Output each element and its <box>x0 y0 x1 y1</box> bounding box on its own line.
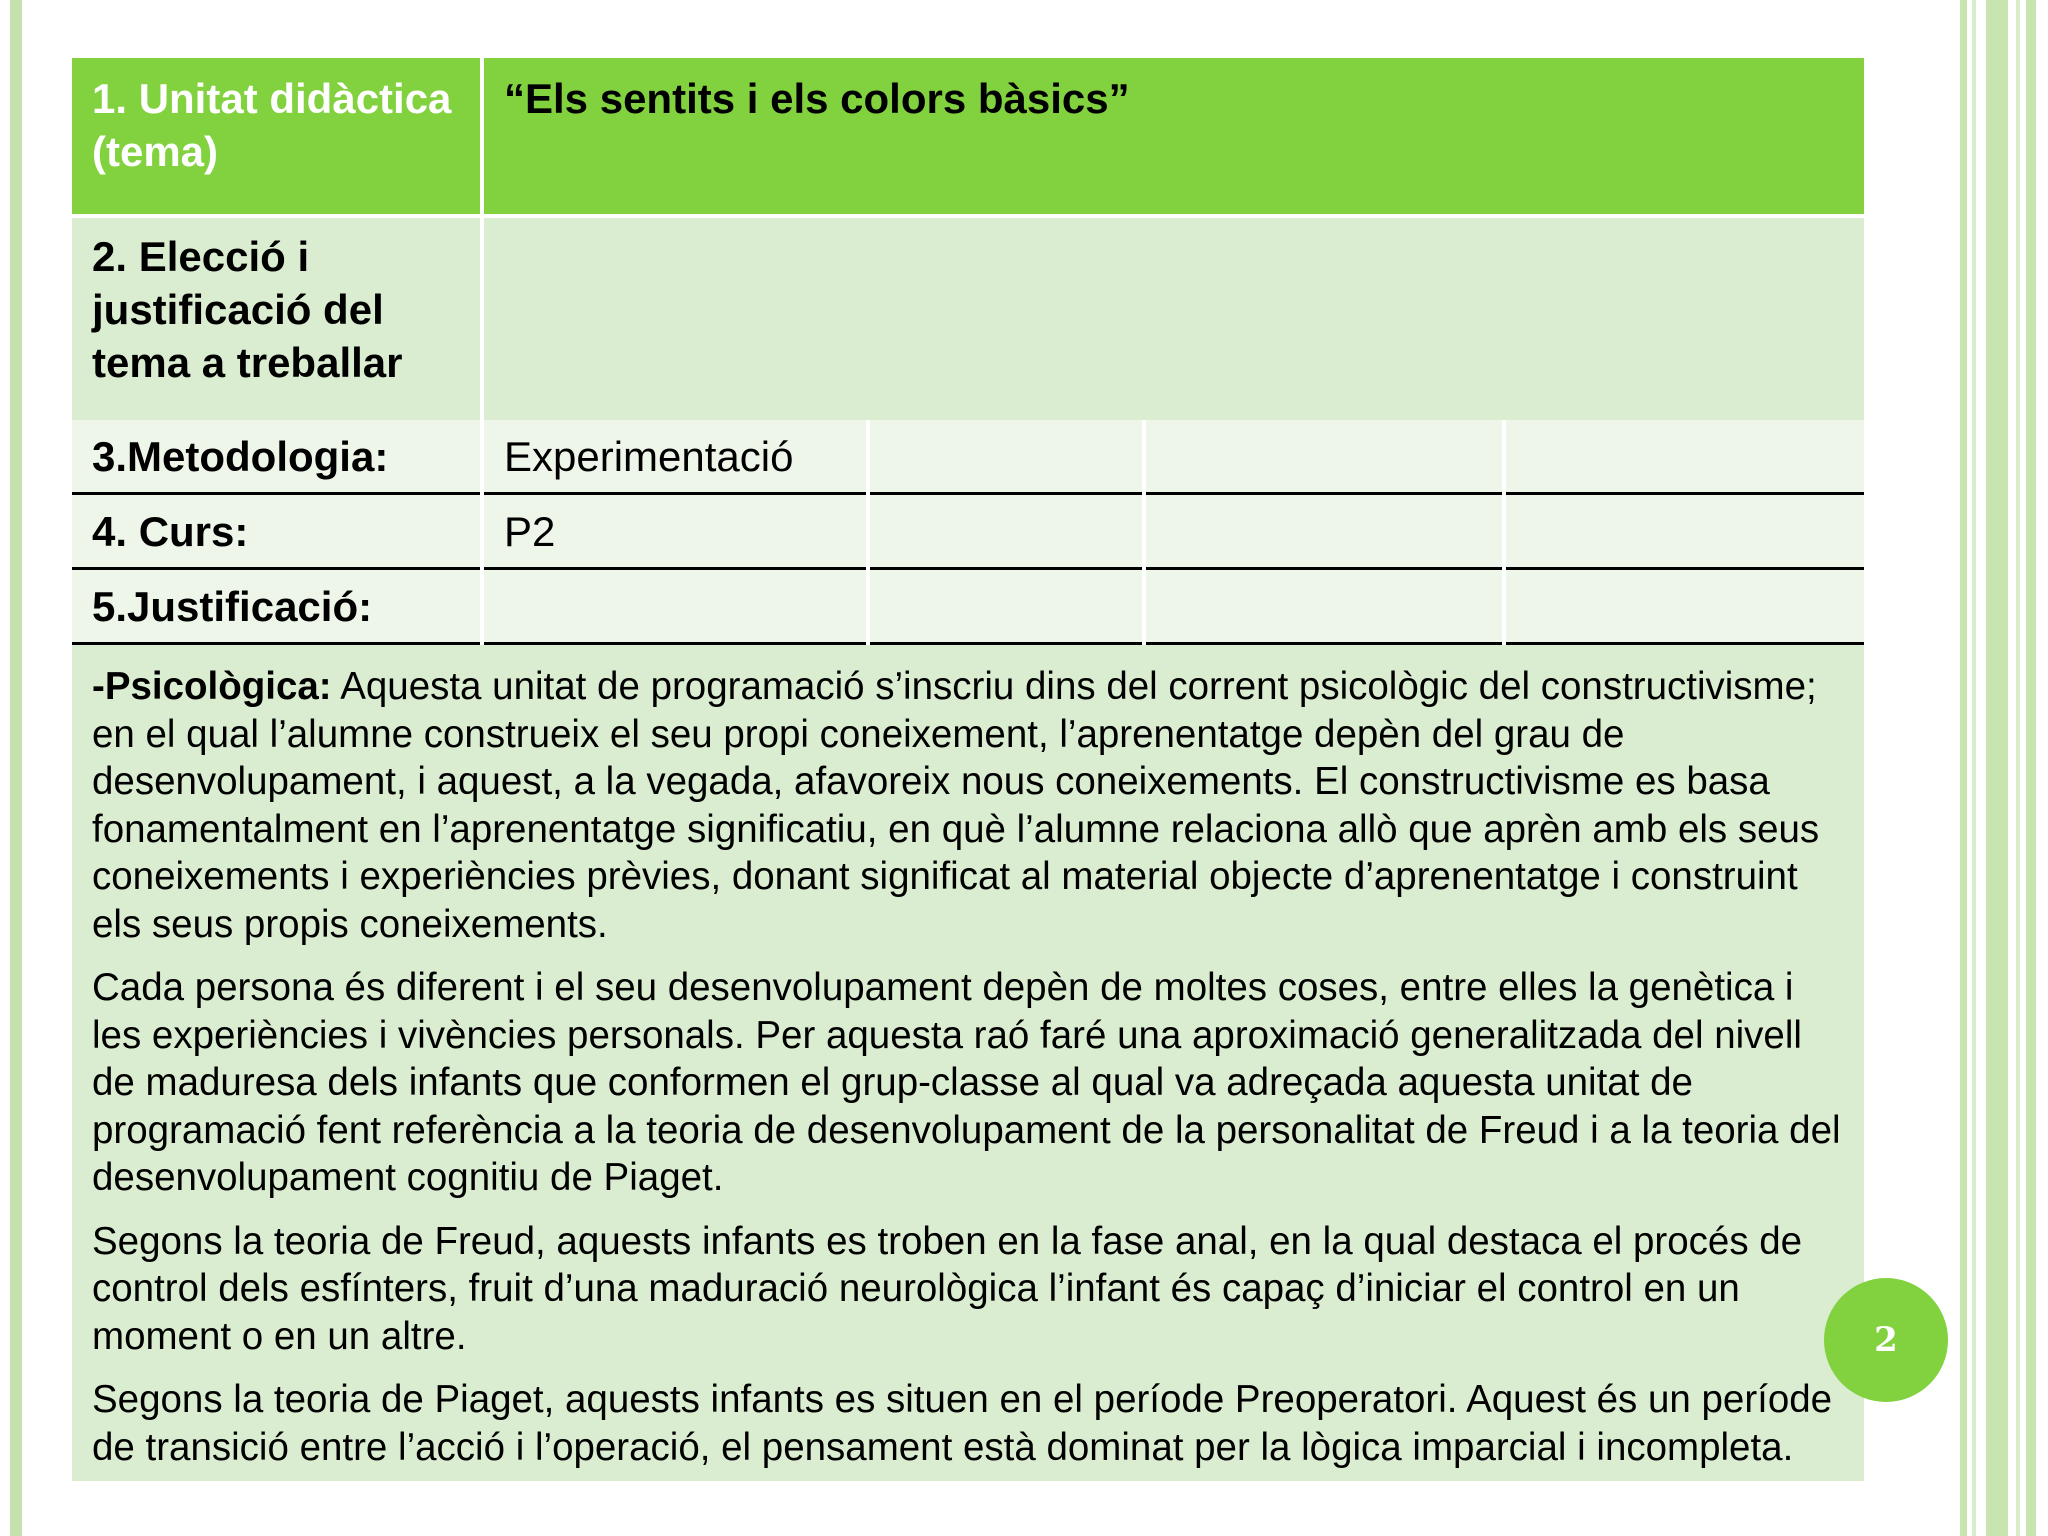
didactic-unit-table <box>72 58 1864 1481</box>
right-decor-stripe <box>1986 0 2008 1536</box>
justification-body <box>72 644 1864 1482</box>
paragraph: Segons la teoria de Freud, aquests infants es troben en la fase anal, en la qual destaca el procés de control dels esfínters, fruit d’una maduració neurològica l’infant és capaç d’iniciar el control en un moment o en un altre. <box>92 1219 1803 1358</box>
paragraph-lead: -Psicològica: <box>92 665 332 708</box>
page-number: 2 <box>1874 1320 1898 1360</box>
table-row-unit <box>72 58 1864 216</box>
unit-title: “Els sentits i els colors bàsics” <box>482 58 1864 216</box>
paragraph: Segons la teoria de Piaget, aquests infants es situen en el període Preoperatori. Aquest és un període de transició entre l’acció i l’operació, el pensament està dominat per la lògica imparcial i incompleta. <box>92 1378 1833 1469</box>
right-decor-stripe <box>1972 0 1976 1536</box>
course-label: 4. Curs: <box>72 494 482 569</box>
empty-cell <box>1144 494 1504 569</box>
table-row-justification-text <box>72 644 1864 1482</box>
page-number-badge <box>1824 1278 1948 1402</box>
table-row-justification <box>72 569 1864 644</box>
empty-cell <box>1504 494 1864 569</box>
empty-cell <box>868 494 1144 569</box>
table-row-methodology <box>72 420 1864 494</box>
election-value <box>482 216 1864 420</box>
paragraph-psychological <box>92 663 1844 948</box>
unit-label: 1. Unitat didàctica (tema) <box>72 58 482 216</box>
right-decor-stripe <box>2016 0 2020 1536</box>
election-label: 2. Elecció i justificació del tema a treballar <box>72 216 482 420</box>
empty-cell <box>1144 420 1504 494</box>
paragraph: Cada persona és diferent i el seu desenvolupament depèn de moltes coses, entre elles la genètica i les experiències i vivències personals. Per aquesta raó faré una aproximació generalitzada del nivell de maduresa dels infants que conformen el grup-classe al qual va adreçada aquesta unitat de programació fent referència a la teoria de desenvolupament de la personalitat de Freud i a la teoria del desenvolupament cognitiu de Piaget. <box>92 966 1841 1199</box>
table-row-course <box>72 494 1864 569</box>
methodology-label: 3.Metodologia: <box>72 420 482 494</box>
empty-cell <box>868 420 1144 494</box>
methodology-value: Experimentació <box>482 420 868 494</box>
empty-cell <box>868 569 1144 644</box>
justification-value <box>482 569 868 644</box>
empty-cell <box>1504 569 1864 644</box>
right-decor-stripe <box>1960 0 1967 1536</box>
paragraph-text: Aquesta unitat de programació s’inscriu dins del corrent psicològic del constructivisme; en el qual l’alumne construeix el seu propi coneixement, l’aprenentatge depèn del grau de desenvolupament, i aquest, a la vegada, afavoreix nous coneixements. El constructivisme es basa fonamentalment en l’aprenentatge significatiu, en què l’alumne relaciona allò que aprèn amb els seus coneixements i experiències prèvies, donant significat al material objecte d’aprenentatge i construint els seus propis coneixements. <box>92 665 1820 946</box>
right-decor-stripe <box>2026 0 2036 1536</box>
left-decor-stripe <box>10 0 22 1536</box>
justification-label: 5.Justificació: <box>72 569 482 644</box>
table-row-election <box>72 216 1864 420</box>
empty-cell <box>1144 569 1504 644</box>
course-value: P2 <box>482 494 868 569</box>
empty-cell <box>1504 420 1864 494</box>
